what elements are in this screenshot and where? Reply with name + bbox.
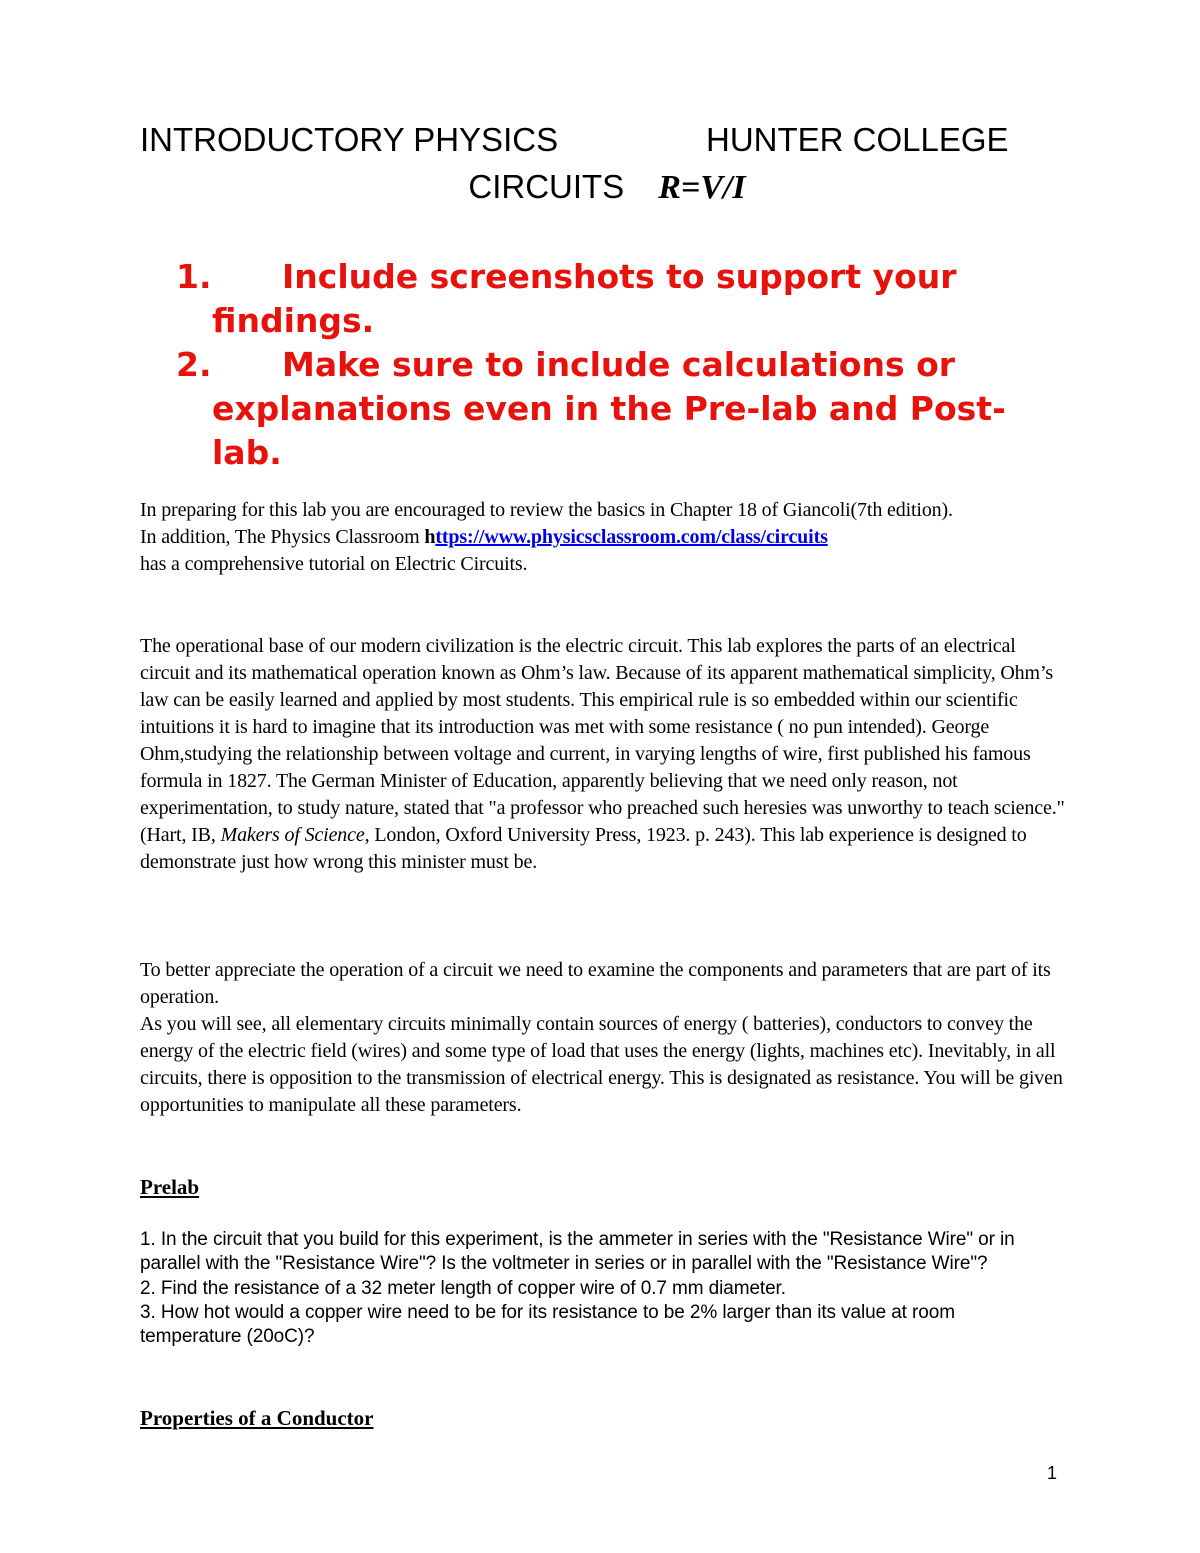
intro-line-giancoli: In preparing for this lab you are encouraged to review the basics in Chapter 18 of Giancoli(7th edition).: [140, 499, 953, 521]
instruction-item: [176, 255, 1056, 343]
instruction-text: Include screenshots to support your findings.: [212, 257, 957, 340]
paragraph-text-part: , London, Oxford University Press, 1923. p. 243). This lab experience is designed to demonstrate just how wrong this minister must be.: [140, 824, 1027, 873]
instruction-number: 1.: [176, 257, 212, 296]
ohms-law-formula: R=V/I: [658, 169, 746, 206]
course-name: INTRODUCTORY PHYSICS: [140, 121, 559, 158]
paragraph-ohms-law-history: [140, 633, 1070, 876]
paragraph-line: To better appreciate the operation of a circuit we need to examine the components and parameters that are part of its operation.: [140, 959, 1051, 1008]
instruction-item: [176, 343, 1056, 475]
intro-bold-h: h: [424, 526, 436, 548]
properties-heading: Properties of a Conductor: [140, 1406, 374, 1430]
instructions-list: [176, 255, 1056, 475]
paragraph-line: As you will see, all elementary circuits minimally contain sources of energy ( batteries), conductors to convey the energy of the electric field (wires) and some type of load that uses the energy (lights, machines etc). Inevitably, in all circuits, there is opposition to the transmission of electrical energy. This is designated as resistance. You will be given opportunities to manipulate all these parameters.: [140, 1013, 1063, 1116]
paragraph-text-part: The operational base of our modern civilization is the electric circuit. This lab explores the parts of an electrical circuit and its mathematical operation known as Ohm’s law. Because of its apparent mathematical simplicity, Ohm’s law can be easily learned and applied by most students. This empirical rule is so embedded within our scientific intuitions it is hard to imagine that its introduction was met with some resistance ( no pun intended). George Ohm,studying the relationship between voltage and current, in varying lengths of wire, first published his famous formula in 1827. The German Minister of Education, apparently believing that we need only reason, not experimentation, to study nature, stated that "a professor who preached such heresies was unworthy to teach science." (Hart, IB,: [140, 635, 1065, 846]
instruction-text: Make sure to include calculations or explanations even in the Pre-lab and Post-lab.: [212, 345, 1006, 472]
page-title: [0, 165, 1200, 209]
title-text: CIRCUITS: [468, 168, 625, 205]
paragraph-circuit-components: [140, 957, 1070, 1119]
paragraph-text: [140, 633, 1070, 876]
physics-classroom-link[interactable]: ttps://www.physicsclassroom.com/class/circuits: [435, 526, 828, 548]
page-number: 1: [1047, 1463, 1058, 1483]
intro-section: [140, 497, 1070, 578]
intro-line-physics-classroom: [140, 524, 1070, 551]
prelab-heading: Prelab: [140, 1175, 200, 1199]
document-header: [140, 118, 1060, 162]
intro-line-tutorial: has a comprehensive tutorial on Electric Circuits.: [140, 553, 528, 575]
prelab-question: 2. Find the resistance of a 32 meter length of copper wire of 0.7 mm diameter.: [140, 1277, 786, 1299]
book-title: Makers of Science: [220, 824, 365, 846]
instruction-number: 2.: [176, 345, 212, 384]
prelab-questions: [140, 1228, 1060, 1349]
intro-prefix: In addition, The Physics Classroom: [140, 526, 425, 548]
prelab-question: 3. How hot would a copper wire need to be for its resistance to be 2% larger than its value at room temperature (20oC)?: [140, 1301, 955, 1348]
college-name: HUNTER COLLEGE: [706, 121, 1009, 158]
prelab-question: 1. In the circuit that you build for this experiment, is the ammeter in series with the "Resistance Wire" or in parallel with the "Resistance Wire"? Is the voltmeter in series or in parallel with the "Resistance Wire"?: [140, 1229, 1015, 1275]
